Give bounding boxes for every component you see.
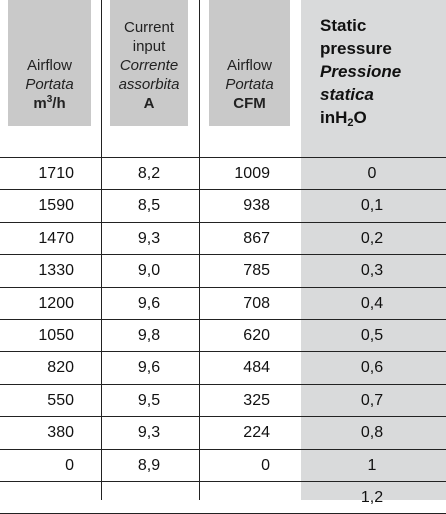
header-airflow-label-it: Portata [25,76,74,93]
table-row [0,417,446,449]
static-pressure-cell: 0,7 [360,391,384,409]
cfm-cell: 0 [261,456,270,474]
header-static-label-2: pressure [320,39,392,58]
header-current-input [110,0,188,126]
static-pressure-cell: 0,4 [360,294,384,312]
header-static-label-it-1: Pressione [320,62,402,81]
header-static-pressure [320,14,444,129]
current-cell: 9,3 [137,229,161,247]
static-pressure-cell: 0,8 [360,424,384,442]
current-cell: 9,5 [137,391,161,409]
cfm-cell: 620 [243,327,270,344]
static-pressure-cell: 0,2 [360,229,384,247]
airflow-cell: 380 [47,424,74,442]
header-current-label-it-1: Corrente [119,57,179,74]
airflow-cell: 1590 [38,197,74,215]
airflow-cell: 1050 [38,327,74,344]
cfm-cell [200,482,270,514]
airflow-cell [0,482,74,514]
current-cell: 8,2 [137,165,161,182]
static-pressure-cell: 0,5 [360,327,384,344]
header-current-label-it-2: assorbita [118,76,180,93]
table-row [0,158,446,190]
cfm-cell: 224 [243,424,270,442]
table-row [0,190,446,222]
airflow-cell: 0 [65,456,74,474]
current-cell: 9,3 [137,424,161,442]
header-static-label-it-2: statica [320,85,374,104]
header-static-label-1: Static [320,16,367,35]
static-pressure-cell: 0,3 [360,262,384,280]
header-current-unit: A [143,95,155,112]
header-airflow-cfm [209,0,290,126]
static-pressure-cell: 1,2 [360,489,384,506]
current-cell: 9,6 [137,359,161,377]
table-row [0,352,446,384]
airflow-cell: 1710 [38,165,74,182]
airflow-cell: 820 [47,359,74,377]
table-row [0,482,446,514]
static-pressure-cell: 0 [367,165,377,182]
header-cfm-label-it: Portata [225,76,274,93]
cfm-cell: 708 [243,294,270,312]
cfm-cell: 484 [243,359,270,377]
static-pressure-cell: 0,6 [360,359,384,377]
static-pressure-cell: 0,1 [360,197,384,215]
header-airflow-label: Airflow [26,57,72,74]
table-row [0,255,446,287]
current-cell [110,482,188,514]
current-cell: 9,0 [137,262,161,280]
header-cfm-label: Airflow [226,57,272,74]
cfm-cell: 1009 [234,165,270,182]
current-cell: 9,8 [137,327,161,344]
cfm-cell: 867 [243,229,270,247]
table-row [0,385,446,417]
header-current-label-1: Current [123,19,175,36]
cfm-cell: 938 [243,197,270,215]
table-row [0,450,446,482]
header-airflow-unit: $m^3/h$ [33,94,66,112]
cfm-cell: 785 [243,262,270,280]
current-cell: 8,9 [137,456,161,474]
current-cell: 9,6 [137,294,161,312]
cfm-cell: 325 [243,391,270,409]
current-cell: 8,5 [137,197,161,215]
header-current-label-2: input [132,38,166,55]
airflow-cell: 1470 [38,229,74,247]
header-static-unit: inH$_2$O [320,108,367,129]
airflow-cell: 550 [47,391,74,409]
table-row [0,288,446,320]
header-airflow-m3h [8,0,91,126]
static-pressure-cell: 1 [367,456,377,474]
table-row [0,320,446,352]
table-row [0,223,446,255]
airflow-cell: 1330 [38,262,74,280]
airflow-cell: 1200 [38,294,74,312]
header-cfm-unit: CFM [233,95,266,112]
